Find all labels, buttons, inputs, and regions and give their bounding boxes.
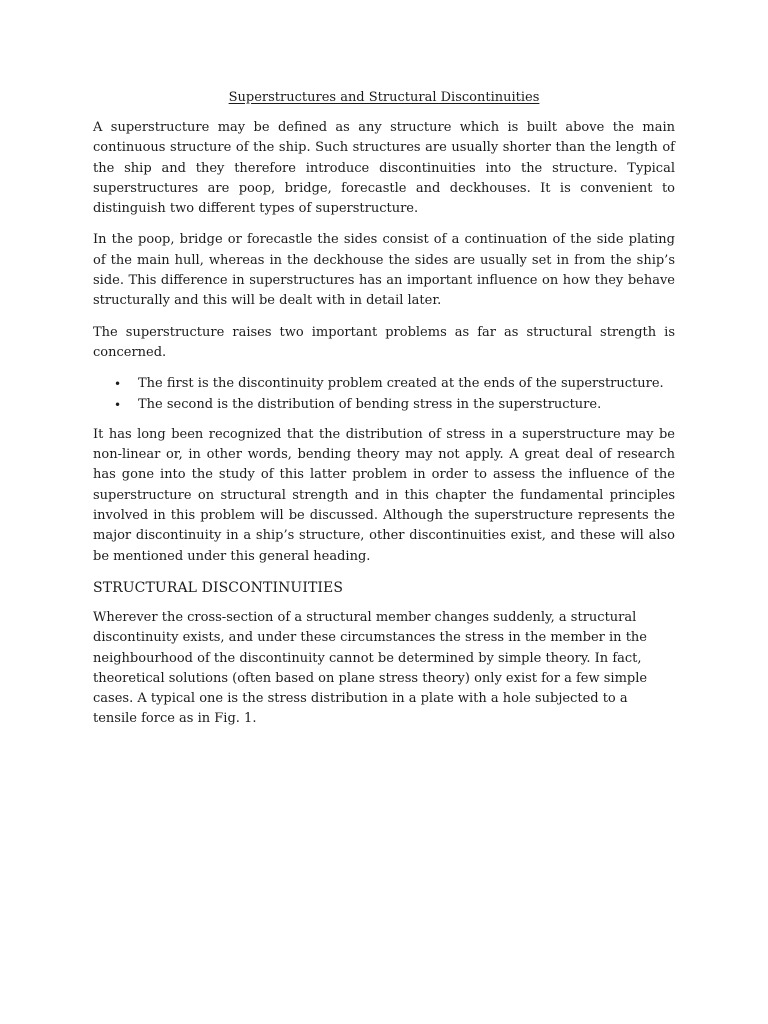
list-item-text: The first is the discontinuity problem created at the ends of the superstructure.	[138, 376, 664, 392]
list-item-text: The second is the distribution of bending stress in the superstructure.	[138, 396, 602, 412]
paragraph-superstructure-types: In the poop, bridge or forecastle the sides consist of a continuation of the side plating of the main hull, whereas in the deckhouse the sides are usually set in from the ship’s side. This difference in superstructures has an important influence on how they behave structurally and this will be dealt with in detail later.	[93, 232, 675, 309]
list-item	[114, 374, 675, 394]
problems-list	[93, 374, 675, 415]
bullet-icon: •	[114, 377, 122, 392]
document-title: Superstructures and Structural Discontinuities	[228, 90, 540, 105]
paragraph-discontinuities: Wherever the cross-section of a structural member changes suddenly, a structural discontinuity exists, and under these circumstances the stress in the member in the neighbourhood of the discontinuity cannot be determined by simple theory. In fact, theoretical solutions (often based on plane stress theory) only exist for a few simple cases. A typical one is the stress distribution in a plate with a hole subjected to a tensile force as in Fig. 1.	[93, 609, 648, 727]
section-heading: STRUCTURAL DISCONTINUITIES	[93, 579, 344, 596]
paragraph-intro: A superstructure may be defined as any structure which is built above the main continuous structure of the ship. Such structures are usually shorter than the length of the ship and they therefore introduce discontinuities into the structure. Typical superstructures are poop, bridge, forecastle and deckhouses. It is convenient to distinguish two different types of superstructure.	[93, 120, 675, 217]
paragraph-problems: The superstructure raises two important problems as far as structural strength is concerned.	[93, 324, 675, 360]
bullet-icon: •	[114, 397, 122, 412]
paragraph-stress-distribution: It has long been recognized that the distribution of stress in a superstructure may be non-linear or, in other words, bending theory may not apply. A great deal of research has gone into the study of this latter problem in order to assess the influence of the superstructure on structural strength and in this chapter the fundamental principles involved in this problem will be discussed. Although the superstructure represents the major discontinuity in a ship’s structure, other discontinuities exist, and these will also be mentioned under this general heading.	[93, 426, 675, 564]
document-page	[93, 88, 675, 741]
list-item	[114, 395, 675, 415]
